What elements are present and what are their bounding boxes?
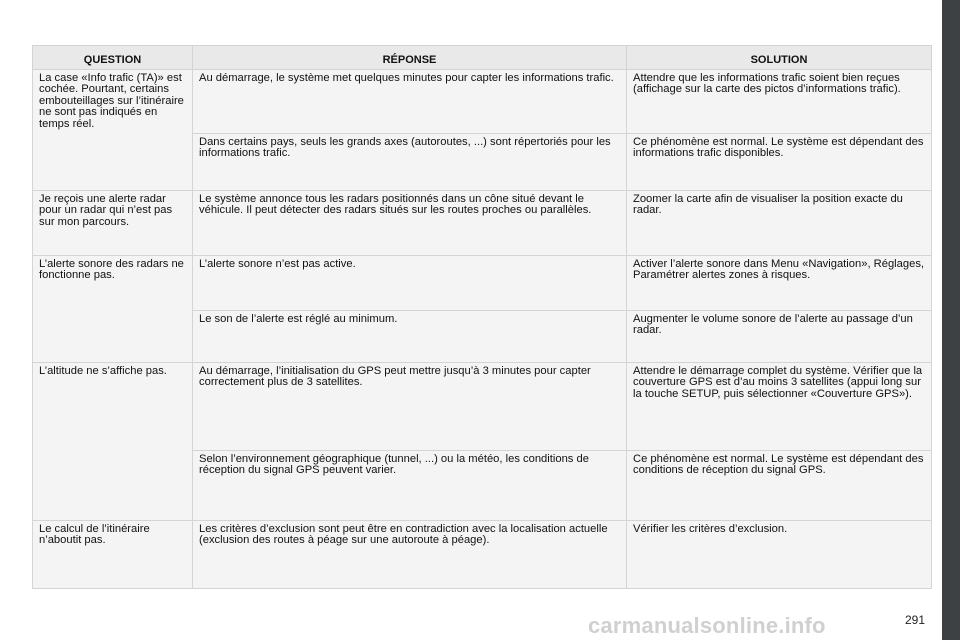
solution-cell: Ce phénomène est normal. Le système est dépendant des informations trafic disponibles. bbox=[627, 134, 932, 191]
reponse-cell: L’alerte sonore n’est pas active. bbox=[193, 256, 627, 311]
table-header-row bbox=[33, 46, 932, 70]
reponse-cell: Au démarrage, le système met quelques minutes pour capter les informations trafic. bbox=[193, 70, 627, 134]
reponse-cell: Au démarrage, l’initialisation du GPS peut mettre jusqu’à 3 minutes pour capter correctement plus de 3 satellites. bbox=[193, 363, 627, 451]
reponse-cell: Selon l’environnement géographique (tunnel, ...) ou la météo, les conditions de réception du signal GPS peuvent varier. bbox=[193, 451, 627, 521]
solution-cell: Augmenter le volume sonore de l’alerte au passage d’un radar. bbox=[627, 311, 932, 363]
solution-cell: Activer l’alerte sonore dans Menu «Navigation», Réglages, Paramétrer alertes zones à risques. bbox=[627, 256, 932, 311]
question-cell: L’altitude ne s’affiche pas. bbox=[33, 363, 193, 521]
table-row bbox=[33, 363, 932, 451]
solution-cell: Zoomer la carte afin de visualiser la position exacte du radar. bbox=[627, 191, 932, 256]
reponse-cell: Le son de l’alerte est réglé au minimum. bbox=[193, 311, 627, 363]
page-edge-bar bbox=[942, 0, 960, 640]
table-row bbox=[33, 521, 932, 589]
question-cell: L’alerte sonore des radars ne fonctionne pas. bbox=[33, 256, 193, 363]
troubleshooting-table bbox=[32, 45, 932, 589]
question-cell: Je reçois une alerte radar pour un radar qui n’est pas sur mon parcours. bbox=[33, 191, 193, 256]
reponse-cell: Les critères d’exclusion sont peut être en contradiction avec la localisation actuelle (exclusion des routes à péage sur une autoroute à péage). bbox=[193, 521, 627, 589]
page-number: 291 bbox=[905, 613, 926, 627]
table-row bbox=[33, 70, 932, 134]
header-reponse: RÉPONSE bbox=[193, 46, 627, 70]
table-row bbox=[33, 256, 932, 311]
watermark: carmanualsonline.info bbox=[588, 613, 826, 638]
header-solution: SOLUTION bbox=[627, 46, 932, 70]
solution-cell: Vérifier les critères d’exclusion. bbox=[627, 521, 932, 589]
reponse-cell: Dans certains pays, seuls les grands axes (autoroutes, ...) sont répertoriés pour les informations trafic. bbox=[193, 134, 627, 191]
solution-cell: Attendre le démarrage complet du système. Vérifier que la couverture GPS est d’au moins 3 satellites (appui long sur la touche SETUP, puis sélectionner «Couverture GPS»). bbox=[627, 363, 932, 451]
reponse-cell: Le système annonce tous les radars positionnés dans un cône situé devant le véhicule. Il peut détecter des radars situés sur les routes proches ou parallèles. bbox=[193, 191, 627, 256]
solution-cell: Attendre que les informations trafic soient bien reçues (affichage sur la carte des pictos d’informations trafic). bbox=[627, 70, 932, 134]
question-cell: La case «Info trafic (TA)» est cochée. Pourtant, certains embouteillages sur l’itinéraire ne sont pas indiqués en temps réel. bbox=[33, 70, 193, 191]
table-row bbox=[33, 191, 932, 256]
header-question: QUESTION bbox=[33, 46, 193, 70]
question-cell: Le calcul de l’itinéraire n’aboutit pas. bbox=[33, 521, 193, 589]
solution-cell: Ce phénomène est normal. Le système est dépendant des conditions de réception du signal GPS. bbox=[627, 451, 932, 521]
